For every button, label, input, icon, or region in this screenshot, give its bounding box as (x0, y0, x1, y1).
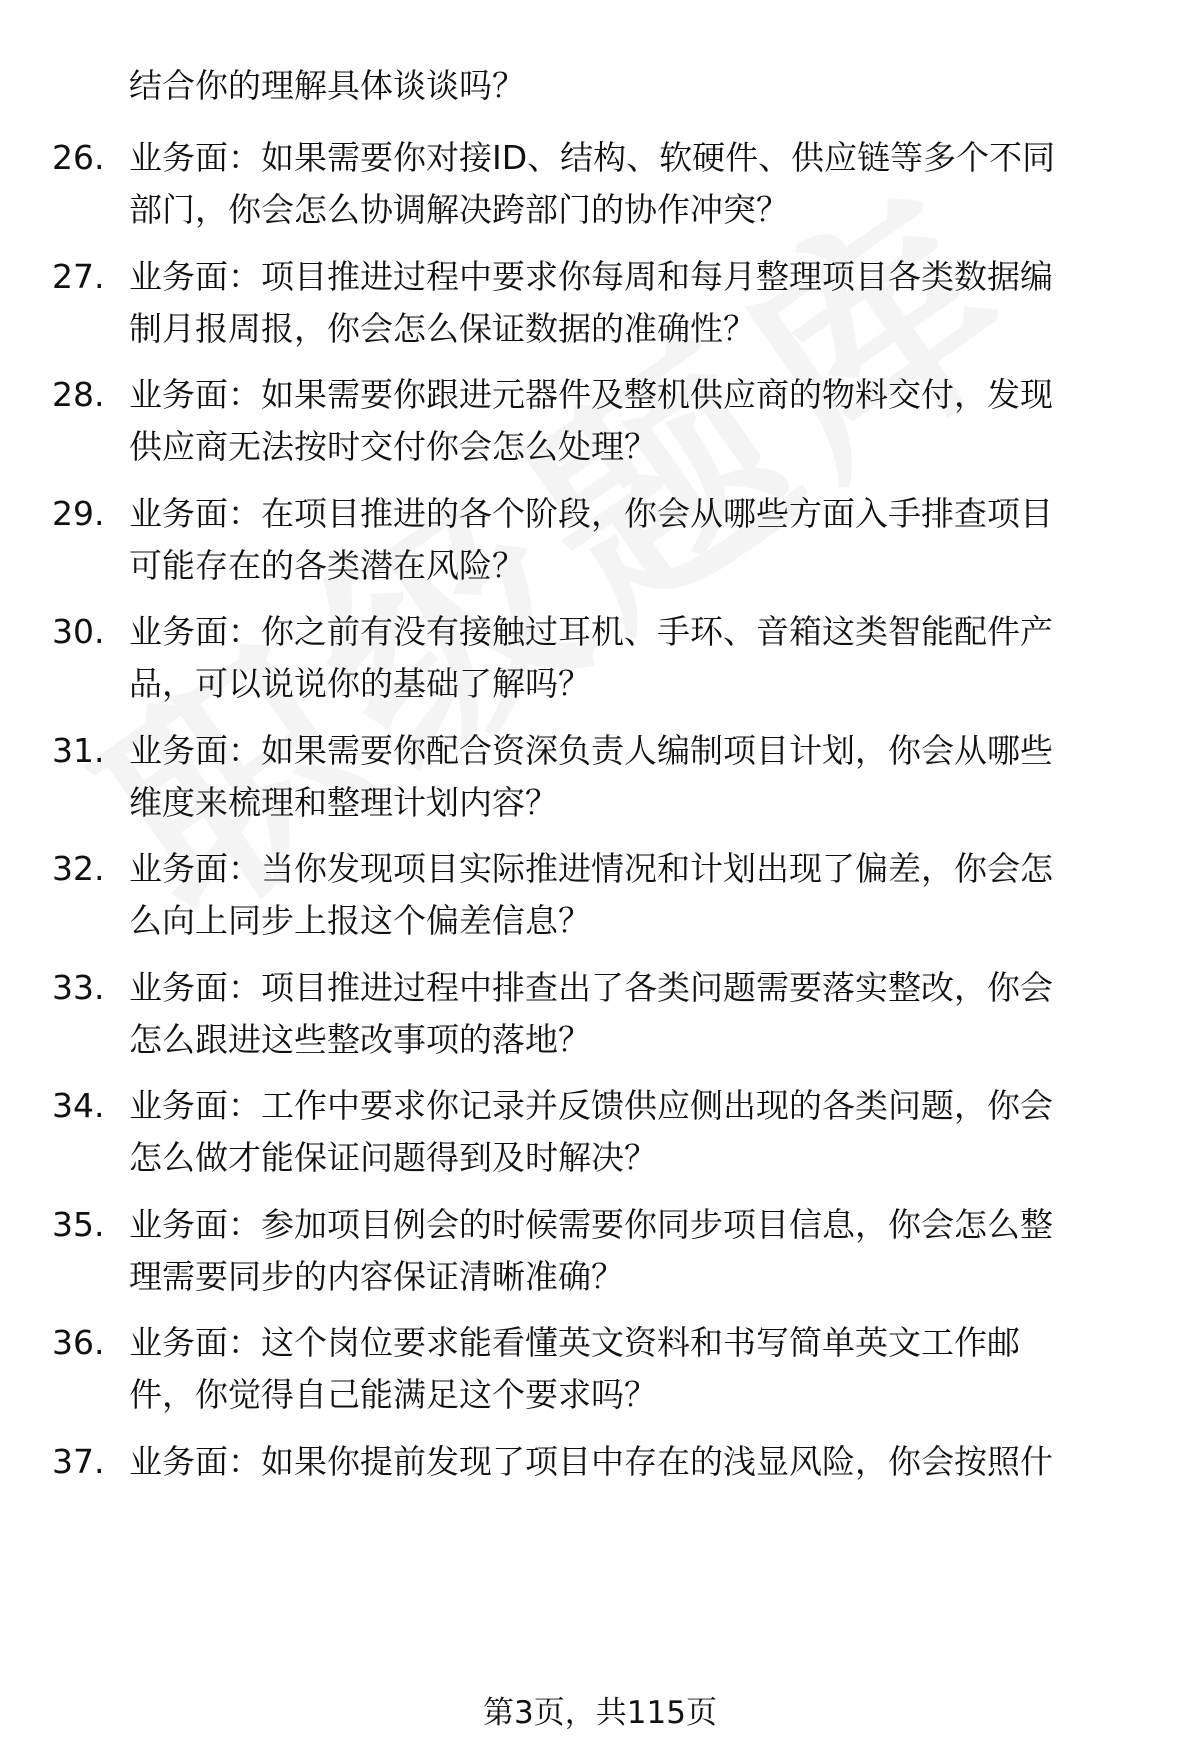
question-text-line: 业务面：你之前有没有接触过耳机、手环、音箱这类智能配件产 (129, 612, 1053, 651)
question-text-line: 业务面：在项目推进的各个阶段，你会从哪些方面入手排查项目 (129, 494, 1053, 533)
question-number: 27. (52, 257, 105, 296)
page-footer: 第3页，共115页 (483, 1695, 717, 1731)
question-text-line: 业务面：这个岗位要求能看懂英文资料和书写简单英文工作邮 (129, 1323, 1020, 1362)
question-text-line: 业务面：工作中要求你记录并反馈供应侧出现的各类问题，你会 (129, 1086, 1053, 1125)
question-number: 33. (52, 968, 105, 1007)
question-text (129, 251, 1139, 355)
question-text-line: 业务面：如果需要你配合资深负责人编制项目计划，你会从哪些 (129, 731, 1053, 770)
question-text-line: 业务面：当你发现项目实际推进情况和计划出现了偏差，你会怎 (129, 849, 1053, 888)
question-text (129, 1199, 1139, 1303)
question-text-line: 么向上同步上报这个偏差信息？ (129, 901, 591, 940)
question-text (129, 1080, 1139, 1184)
question-text (129, 1317, 1139, 1421)
question-text-line: 怎么跟进这些整改事项的落地？ (129, 1020, 591, 1059)
question-text-line: 部门，你会怎么协调解决跨部门的协作冲突？ (129, 190, 789, 229)
question-number: 37. (52, 1442, 105, 1481)
question-text-line: 理需要同步的内容保证清晰准确？ (129, 1257, 624, 1296)
question-text (129, 1436, 1139, 1488)
question-text-line: 业务面：参加项目例会的时候需要你同步项目信息，你会怎么整 (129, 1205, 1053, 1244)
question-text-line: 业务面：项目推进过程中排查出了各类问题需要落实整改，你会 (129, 968, 1053, 1007)
question-number: 28. (52, 375, 105, 414)
question-text-line: 制月报周报，你会怎么保证数据的准确性？ (129, 309, 756, 348)
continued-question-text: 结合你的理解具体谈谈吗？ (129, 66, 525, 105)
question-text-line: 供应商无法按时交付你会怎么处理？ (129, 427, 657, 466)
question-text (129, 369, 1139, 473)
question-text (129, 606, 1139, 710)
question-text-line: 件，你觉得自己能满足这个要求吗？ (129, 1375, 657, 1414)
question-text-line: 怎么做才能保证问题得到及时解决？ (129, 1138, 657, 1177)
question-text-line: 业务面：如果需要你跟进元器件及整机供应商的物料交付，发现 (129, 375, 1053, 414)
question-number: 36. (52, 1323, 105, 1362)
question-text-line: 可能存在的各类潜在风险？ (129, 546, 525, 585)
question-text-line: 品，可以说说你的基础了解吗？ (129, 664, 591, 703)
question-number: 30. (52, 612, 105, 651)
question-text (129, 843, 1139, 947)
question-number: 26. (52, 138, 105, 177)
question-text (129, 132, 1139, 236)
question-text-line: 业务面：如果你提前发现了项目中存在的浅显风险，你会按照什 (129, 1442, 1053, 1481)
question-text (129, 962, 1139, 1066)
question-number: 29. (52, 494, 105, 533)
question-number: 35. (52, 1205, 105, 1244)
question-number: 32. (52, 849, 105, 888)
question-text (129, 488, 1139, 592)
question-number: 31. (52, 731, 105, 770)
question-text-line: 维度来梳理和整理计划内容？ (129, 783, 558, 822)
question-text (129, 725, 1139, 829)
question-text-line: 业务面：项目推进过程中要求你每周和每月整理项目各类数据编 (129, 257, 1053, 296)
question-text-line: 业务面：如果需要你对接ID、结构、软硬件、供应链等多个不同 (129, 138, 1056, 177)
question-number: 34. (52, 1086, 105, 1125)
